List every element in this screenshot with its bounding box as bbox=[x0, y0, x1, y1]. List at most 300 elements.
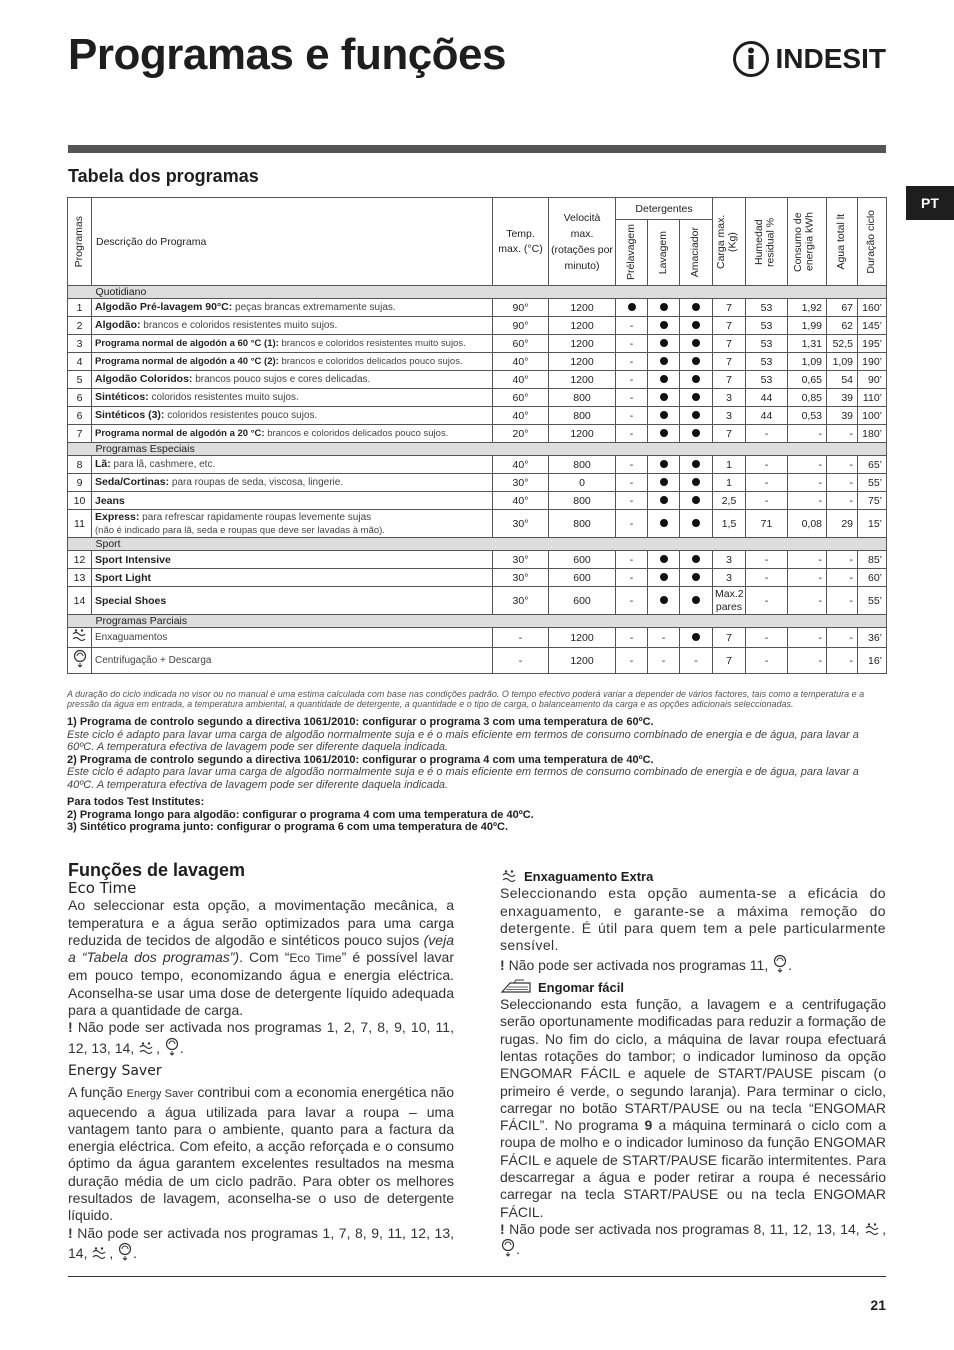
dot-icon bbox=[660, 375, 668, 383]
cell-dur: 15’ bbox=[858, 510, 887, 538]
category-label: Quotidiano bbox=[92, 286, 887, 299]
program-description: Enxaguamentos bbox=[92, 628, 493, 648]
cell-ama bbox=[680, 317, 713, 335]
cell-cons: - bbox=[788, 425, 827, 443]
cell-pre: - bbox=[616, 353, 648, 371]
dot-icon bbox=[692, 460, 700, 468]
cell-agua: - bbox=[827, 425, 858, 443]
table-section-title: Tabela dos programas bbox=[68, 166, 259, 186]
cell-ama bbox=[680, 299, 713, 317]
cell-vel: 1200 bbox=[549, 628, 616, 648]
cell-hum: 71 bbox=[746, 510, 788, 538]
easy-iron-heading: Engomar fácil bbox=[500, 979, 886, 996]
cell-cons: - bbox=[788, 456, 827, 474]
iron-icon bbox=[500, 979, 534, 995]
cell-cons: - bbox=[788, 648, 827, 674]
cell-cons: - bbox=[788, 492, 827, 510]
dot-icon bbox=[660, 393, 668, 401]
easy-iron-warning: ! Não pode ser activada nos programas 8, 11, 12, 13, 14, , . bbox=[500, 1220, 886, 1258]
cell-lav bbox=[648, 569, 680, 587]
cell-lav bbox=[648, 425, 680, 443]
cell-carga: 1 bbox=[713, 474, 746, 492]
category-label: Sport bbox=[92, 538, 887, 551]
extra-rinse-warning: ! Não pode ser activada nos programas 11, . bbox=[500, 954, 886, 974]
rinse-icon bbox=[71, 635, 89, 647]
cell-dur: 180’ bbox=[858, 425, 887, 443]
cell-lav bbox=[648, 389, 680, 407]
cell-carga: Max.2 pares bbox=[713, 587, 746, 615]
cell-agua: 52,5 bbox=[827, 335, 858, 353]
brand-logo bbox=[732, 40, 886, 78]
dot-icon bbox=[660, 303, 668, 311]
spin-drain-icon bbox=[117, 1242, 133, 1262]
cell-pre: - bbox=[616, 510, 648, 538]
cell-ama bbox=[680, 389, 713, 407]
ecotime-warning: ! Não pode ser activada nos programas 1, 2, 7, 8, 9, 10, 11, 12, 13, 14, , . bbox=[68, 1019, 454, 1056]
program-number: 1 bbox=[68, 299, 92, 317]
note-2-title: 2) Programa de controlo segundo a directiva 1061/2010: configurar o programa 4 com uma temperatura de 40ºC. bbox=[67, 753, 654, 766]
cell-pre: - bbox=[616, 551, 648, 569]
program-description: Algodão: brancos e coloridos resistentes muito sujos. bbox=[92, 317, 493, 335]
cell-ama: - bbox=[680, 648, 713, 674]
dot-icon bbox=[692, 321, 700, 329]
functions-title: Funções de lavagem bbox=[68, 860, 246, 880]
program-number: 10 bbox=[68, 492, 92, 510]
program-description: Centrifugação + Descarga bbox=[92, 648, 493, 674]
header-velocidade: Velocità max. (rotações por minuto) bbox=[549, 198, 616, 286]
cell-lav bbox=[648, 456, 680, 474]
table-row bbox=[68, 407, 887, 425]
cell-hum: 44 bbox=[746, 407, 788, 425]
program-description: Programa normal de algodón a 20 °C: brancos e coloridos delicados pouco sujos. bbox=[92, 425, 493, 443]
header-programas: Programas bbox=[68, 198, 92, 286]
cell-temp: - bbox=[493, 648, 549, 674]
cell-lav bbox=[648, 492, 680, 510]
rinse-icon bbox=[864, 1222, 882, 1238]
cell-ama bbox=[680, 474, 713, 492]
program-number: 14 bbox=[68, 587, 92, 615]
cell-ama bbox=[680, 587, 713, 615]
page-number: 21 bbox=[870, 1297, 886, 1313]
rinse-icon bbox=[91, 1246, 109, 1262]
program-description: Algodão Pré-lavagem 90°C: peças brancas extremamente sujas. bbox=[92, 299, 493, 317]
cell-temp: 40° bbox=[493, 492, 549, 510]
program-description: Seda/Cortinas: para roupas de seda, viscosa, lingerie. bbox=[92, 474, 493, 492]
cell-ama bbox=[680, 569, 713, 587]
cell-carga: 3 bbox=[713, 407, 746, 425]
dot-icon bbox=[660, 357, 668, 365]
cell-dur: 160’ bbox=[858, 299, 887, 317]
category-label: Programas Parciais bbox=[92, 615, 887, 628]
table-row bbox=[68, 628, 887, 648]
cell-dur: 100’ bbox=[858, 407, 887, 425]
test-institutes-2: 2) Programa longo para algodão: configurar o programa 4 com uma temperatura de 40ºC. bbox=[67, 808, 534, 821]
cell-dur: 90’ bbox=[858, 371, 887, 389]
cell-vel: 800 bbox=[549, 389, 616, 407]
energy-saver-description: A função Energy Saver contribui com a economia energética não aquecendo a água utilizada para lavar a roupa – uma vantagem tanto para o ambiente, quanto para a factura da energia eléctrica. Com efeito, a acção reforçada e o consumo óptimo da água garantem excelentes resultados na mesma duração média de um ciclo padrão. Para obter os melhores resultados de lavagem, aconselha-se o uso de detergente líquido. bbox=[68, 1084, 454, 1224]
dot-icon bbox=[660, 596, 668, 604]
cell-hum: 53 bbox=[746, 317, 788, 335]
cell-vel: 1200 bbox=[549, 317, 616, 335]
cell-lav bbox=[648, 407, 680, 425]
cell-agua: - bbox=[827, 569, 858, 587]
cell-vel: 1200 bbox=[549, 371, 616, 389]
dot-icon bbox=[660, 496, 668, 504]
program-description: Sintéticos (3): coloridos resistentes pouco sujos. bbox=[92, 407, 493, 425]
cell-agua: - bbox=[827, 456, 858, 474]
cell-dur: 60’ bbox=[858, 569, 887, 587]
cell-ama bbox=[680, 628, 713, 648]
cell-cons: 0,53 bbox=[788, 407, 827, 425]
program-description: Sport Intensive bbox=[92, 551, 493, 569]
table-row bbox=[68, 587, 887, 615]
cell-vel: 600 bbox=[549, 551, 616, 569]
cell-cons: 1,31 bbox=[788, 335, 827, 353]
cycle-duration-note: A duração do ciclo indicada no visor ou no manual é uma estima calculada com base nas condições padrão. O tempo efectivo poderá variar a depender de vários factores, tais como a temperatura e a pressão da água em entrada, a temperatura ambiental, a quantidade de detergente, a quantidade e o tipo de carga, o balanceamento da carga e as opções adicionais seleccionadas. bbox=[67, 689, 865, 709]
cell-carga: 3 bbox=[713, 389, 746, 407]
table-row bbox=[68, 371, 887, 389]
cell-pre: - bbox=[616, 648, 648, 674]
cell-ama bbox=[680, 492, 713, 510]
cell-pre: - bbox=[616, 628, 648, 648]
header-lavagem: Lavagem bbox=[648, 220, 680, 286]
cell-lav bbox=[648, 474, 680, 492]
cell-ama bbox=[680, 353, 713, 371]
table-row bbox=[68, 353, 887, 371]
cell-cons: - bbox=[788, 628, 827, 648]
cell-ama bbox=[680, 551, 713, 569]
cell-carga: 7 bbox=[713, 628, 746, 648]
cell-carga: 1 bbox=[713, 456, 746, 474]
language-tab: PT bbox=[906, 186, 954, 220]
dot-icon bbox=[660, 321, 668, 329]
dot-icon bbox=[692, 496, 700, 504]
cell-cons: - bbox=[788, 474, 827, 492]
cell-pre: - bbox=[616, 317, 648, 335]
cell-vel: 1200 bbox=[549, 335, 616, 353]
dot-icon bbox=[692, 555, 700, 563]
cell-pre: - bbox=[616, 569, 648, 587]
cell-carga: 7 bbox=[713, 335, 746, 353]
cell-hum: 53 bbox=[746, 371, 788, 389]
cell-cons: 0,08 bbox=[788, 510, 827, 538]
program-description: Special Shoes bbox=[92, 587, 493, 615]
program-number bbox=[68, 648, 92, 674]
category-label: Programas Especiais bbox=[92, 443, 887, 456]
cell-agua: - bbox=[827, 628, 858, 648]
cell-dur: 85’ bbox=[858, 551, 887, 569]
cell-lav bbox=[648, 371, 680, 389]
cell-pre bbox=[616, 299, 648, 317]
cell-carga: 7 bbox=[713, 317, 746, 335]
cell-ama bbox=[680, 407, 713, 425]
program-number: 2 bbox=[68, 317, 92, 335]
cell-hum: - bbox=[746, 456, 788, 474]
spin-drain-icon bbox=[164, 1037, 180, 1057]
indesit-logo-icon bbox=[732, 40, 770, 78]
dot-icon bbox=[692, 519, 700, 527]
program-description: Algodão Coloridos: brancos pouco sujos e cores delicadas. bbox=[92, 371, 493, 389]
cell-hum: - bbox=[746, 425, 788, 443]
program-number: 6 bbox=[68, 389, 92, 407]
cell-vel: 800 bbox=[549, 407, 616, 425]
extra-rinse-description: Seleccionando esta opção aumenta-se a eficácia do enxaguamento, e garante-se a máxima remoção do detergente. É útil para quem tem a pele particularmente sensível. bbox=[500, 885, 886, 954]
table-row bbox=[68, 510, 887, 538]
page-title: Programas e funções bbox=[68, 30, 506, 79]
cell-pre: - bbox=[616, 407, 648, 425]
dot-icon bbox=[692, 596, 700, 604]
header-rule bbox=[68, 145, 886, 153]
dot-icon bbox=[692, 411, 700, 419]
header-descricao: Descrição do Programa bbox=[92, 198, 493, 286]
spin-drain-icon bbox=[72, 660, 88, 672]
cell-agua: 29 bbox=[827, 510, 858, 538]
cell-agua: - bbox=[827, 551, 858, 569]
cell-temp: 30° bbox=[493, 474, 549, 492]
dot-icon bbox=[660, 339, 668, 347]
cell-temp: 30° bbox=[493, 569, 549, 587]
cell-cons: 1,99 bbox=[788, 317, 827, 335]
cell-ama bbox=[680, 335, 713, 353]
cell-temp: 30° bbox=[493, 551, 549, 569]
program-number: 11 bbox=[68, 510, 92, 538]
cell-temp: - bbox=[493, 628, 549, 648]
dot-icon bbox=[660, 519, 668, 527]
cell-cons: - bbox=[788, 551, 827, 569]
cell-dur: 145’ bbox=[858, 317, 887, 335]
cell-agua: 67 bbox=[827, 299, 858, 317]
dot-icon bbox=[692, 303, 700, 311]
footer-rule bbox=[68, 1276, 886, 1277]
header-carga: Carga max. (Kg) bbox=[713, 198, 746, 286]
header-consumo: Consumo de energia kWh bbox=[788, 198, 827, 286]
cell-carga: 3 bbox=[713, 551, 746, 569]
header-amaciador: Amaciador bbox=[680, 220, 713, 286]
cell-lav bbox=[648, 317, 680, 335]
cell-ama bbox=[680, 425, 713, 443]
note-2-text: Este ciclo é adapto para lavar uma carga de algodão normalmente suja e é o mais eficiente em termos de consumo combinado de energia e de água, para lavar a 40ºC. A temperatura efectiva de lavagem pode ser diferente daquela indicada. bbox=[67, 766, 859, 791]
cell-ama bbox=[680, 456, 713, 474]
cell-temp: 40° bbox=[493, 371, 549, 389]
cell-temp: 60° bbox=[493, 389, 549, 407]
cell-hum: - bbox=[746, 648, 788, 674]
table-row bbox=[68, 335, 887, 353]
cell-vel: 600 bbox=[549, 587, 616, 615]
cell-dur: 55’ bbox=[858, 474, 887, 492]
cell-hum: - bbox=[746, 492, 788, 510]
program-number: 9 bbox=[68, 474, 92, 492]
program-description: Express: para refrescar rapidamente roupas levemente sujas (não é indicado para lã, seda e roupas que deve ser lavadas à mão). bbox=[92, 510, 493, 538]
cell-agua: 54 bbox=[827, 371, 858, 389]
table-row bbox=[68, 648, 887, 674]
cell-lav: - bbox=[648, 628, 680, 648]
cell-hum: - bbox=[746, 551, 788, 569]
cell-temp: 40° bbox=[493, 456, 549, 474]
ecotime-description: Ao seleccionar esta opção, a movimentação mecânica, a temperatura e a água serão optimizados para uma carga reduzida de tecidos de algodão e sintéticos pouco sujos (veja a “Tabela dos programas”). Com “Eco Time” é possível lavar em pouco tempo, economizando água e energia eléctrica. Aconselha-se usar uma dose de detergente líquido adequada para a quantidade de carga. bbox=[68, 897, 455, 1019]
cell-carga: 7 bbox=[713, 425, 746, 443]
dot-icon bbox=[692, 393, 700, 401]
header-prelavagem: Prélavagem bbox=[616, 220, 648, 286]
header-temp: Temp. max. (°C) bbox=[493, 198, 549, 286]
cell-temp: 60° bbox=[493, 335, 549, 353]
cell-cons: 1,09 bbox=[788, 353, 827, 371]
cell-vel: 1200 bbox=[549, 299, 616, 317]
cell-carga: 7 bbox=[713, 353, 746, 371]
table-row bbox=[68, 492, 887, 510]
program-number: 13 bbox=[68, 569, 92, 587]
cell-temp: 30° bbox=[493, 587, 549, 615]
table-row bbox=[68, 389, 887, 407]
cell-lav bbox=[648, 510, 680, 538]
dot-icon bbox=[692, 429, 700, 437]
rinse-icon bbox=[500, 869, 520, 885]
cell-ama bbox=[680, 371, 713, 389]
cell-agua: - bbox=[827, 648, 858, 674]
dot-icon bbox=[628, 303, 636, 311]
dot-icon bbox=[660, 429, 668, 437]
cell-agua: - bbox=[827, 492, 858, 510]
cell-ama bbox=[680, 510, 713, 538]
cell-cons: - bbox=[788, 569, 827, 587]
cell-pre: - bbox=[616, 371, 648, 389]
dot-icon bbox=[660, 555, 668, 563]
header-agua: Agua total lt bbox=[827, 198, 858, 286]
extra-rinse-heading: Enxaguamento Extra bbox=[500, 868, 886, 885]
cell-dur: 55’ bbox=[858, 587, 887, 615]
cell-dur: 16’ bbox=[858, 648, 887, 674]
functions-right-column bbox=[500, 868, 886, 1259]
table-row bbox=[68, 569, 887, 587]
cell-cons: - bbox=[788, 587, 827, 615]
dot-icon bbox=[660, 573, 668, 581]
cell-pre: - bbox=[616, 335, 648, 353]
category-row bbox=[68, 443, 887, 456]
cell-pre: - bbox=[616, 456, 648, 474]
cell-lav bbox=[648, 335, 680, 353]
program-number: 5 bbox=[68, 371, 92, 389]
cell-carga: 1,5 bbox=[713, 510, 746, 538]
table-row bbox=[68, 425, 887, 443]
table-row bbox=[68, 456, 887, 474]
dot-icon bbox=[660, 411, 668, 419]
cell-temp: 20° bbox=[493, 425, 549, 443]
cell-dur: 190’ bbox=[858, 353, 887, 371]
test-notes bbox=[67, 716, 887, 834]
header-humedad: Humedad residual % bbox=[746, 198, 788, 286]
cell-pre: - bbox=[616, 474, 648, 492]
dot-icon bbox=[692, 633, 700, 641]
cell-hum: 53 bbox=[746, 353, 788, 371]
cell-agua: 1,09 bbox=[827, 353, 858, 371]
cell-lav: - bbox=[648, 648, 680, 674]
cell-carga: 7 bbox=[713, 299, 746, 317]
cell-dur: 36’ bbox=[858, 628, 887, 648]
cell-vel: 1200 bbox=[549, 648, 616, 674]
dot-icon bbox=[692, 357, 700, 365]
cell-temp: 30° bbox=[493, 510, 549, 538]
energy-saver-logo: Energy Saver bbox=[68, 1062, 162, 1079]
cell-carga: 7 bbox=[713, 371, 746, 389]
program-number: 6 bbox=[68, 407, 92, 425]
cell-dur: 75’ bbox=[858, 492, 887, 510]
dot-icon bbox=[692, 339, 700, 347]
energy-saver-warning: ! Não pode ser activada nos programas 1, 7, 8, 9, 11, 12, 13, 14, , . bbox=[68, 1224, 454, 1261]
program-description: Programa normal de algodón a 40 °C (2): brancos e coloridos delicados pouco sujos. bbox=[92, 353, 493, 371]
note-1-title: 1) Programa de controlo segundo a directiva 1061/2010: configurar o programa 3 com uma temperatura de 60ºC. bbox=[67, 716, 654, 728]
cell-temp: 40° bbox=[493, 353, 549, 371]
cell-hum: 44 bbox=[746, 389, 788, 407]
cell-temp: 40° bbox=[493, 407, 549, 425]
cell-hum: - bbox=[746, 587, 788, 615]
cell-pre: - bbox=[616, 587, 648, 615]
cell-vel: 800 bbox=[549, 456, 616, 474]
program-description: Sintéticos: coloridos resistentes muito sujos. bbox=[92, 389, 493, 407]
program-description: Sport Light bbox=[92, 569, 493, 587]
program-number: 12 bbox=[68, 551, 92, 569]
category-row bbox=[68, 286, 887, 299]
program-description: Programa normal de algodón a 60 °C (1): brancos e coloridos resistentes muito sujos. bbox=[92, 335, 493, 353]
cell-lav bbox=[648, 299, 680, 317]
cell-pre: - bbox=[616, 425, 648, 443]
cell-lav bbox=[648, 353, 680, 371]
program-number: 7 bbox=[68, 425, 92, 443]
spin-drain-icon bbox=[772, 954, 788, 974]
cell-hum: 53 bbox=[746, 299, 788, 317]
cell-vel: 600 bbox=[549, 569, 616, 587]
cell-lav bbox=[648, 551, 680, 569]
dot-icon bbox=[660, 478, 668, 486]
cell-dur: 195’ bbox=[858, 335, 887, 353]
cell-cons: 1,92 bbox=[788, 299, 827, 317]
cell-hum: - bbox=[746, 628, 788, 648]
table-row bbox=[68, 474, 887, 492]
table-row bbox=[68, 317, 887, 335]
cell-lav bbox=[648, 587, 680, 615]
category-row bbox=[68, 538, 887, 551]
cell-temp: 90° bbox=[493, 317, 549, 335]
category-row bbox=[68, 615, 887, 628]
test-institutes-title: Para todos Test Institutes: bbox=[67, 796, 205, 808]
cell-cons: 0,85 bbox=[788, 389, 827, 407]
cell-vel: 800 bbox=[549, 510, 616, 538]
table-row bbox=[68, 551, 887, 569]
ecotime-logo: Eco Time bbox=[68, 879, 137, 897]
cell-vel: 1200 bbox=[549, 425, 616, 443]
program-description: Jeans bbox=[92, 492, 493, 510]
note-1-text: Este ciclo é adapto para lavar uma carga de algodão normalmente suja e é o mais eficiente em termos de consumo combinado de energia e de água, para lavar a 60ºC. A temperatura efectiva de lavagem pode ser diferente daquela indicada. bbox=[67, 728, 859, 753]
cell-agua: - bbox=[827, 474, 858, 492]
program-description: Lã: para lã, cashmere, etc. bbox=[92, 456, 493, 474]
cell-dur: 110’ bbox=[858, 389, 887, 407]
programs-table bbox=[67, 197, 887, 674]
cell-dur: 65’ bbox=[858, 456, 887, 474]
easy-iron-description: Seleccionando esta função, a lavagem e a centrifugação serão oportunamente modificadas para reduzir a formação de rugas. No fim do ciclo, a máquina de lavar roupa efectuará lentas rotações do tambor; o indicador luminoso da opção ENGOMAR FÁCIL e aquele de START/PAUSE piscam (o primeiro é verde, o segundo laranja). Para terminar o ciclo, carregar no botão START/PAUSE ou na tecla “ENGOMAR FÁCIL”. No programa 9 a máquina terminará o ciclo com a roupa de molho e o indicador luminoso da função ENGOMAR FÁCIL e aquele de START/PAUSE ficarão intermitentes. Para descarregar a água e poder retirar a roupa é necessário carregar na tecla START/PAUSE ou na tecla ENGOMAR FÁCIL. bbox=[500, 996, 886, 1220]
cell-pre: - bbox=[616, 492, 648, 510]
program-number: 4 bbox=[68, 353, 92, 371]
cell-agua: - bbox=[827, 587, 858, 615]
header-detergentes: Detergentes bbox=[616, 198, 713, 220]
cell-hum: 53 bbox=[746, 335, 788, 353]
cell-carga: 2,5 bbox=[713, 492, 746, 510]
cell-agua: 62 bbox=[827, 317, 858, 335]
table-row bbox=[68, 299, 887, 317]
dot-icon bbox=[692, 478, 700, 486]
cell-vel: 0 bbox=[549, 474, 616, 492]
spin-drain-icon bbox=[500, 1238, 516, 1258]
dot-icon bbox=[692, 573, 700, 581]
cell-agua: 39 bbox=[827, 389, 858, 407]
cell-carga: 3 bbox=[713, 569, 746, 587]
